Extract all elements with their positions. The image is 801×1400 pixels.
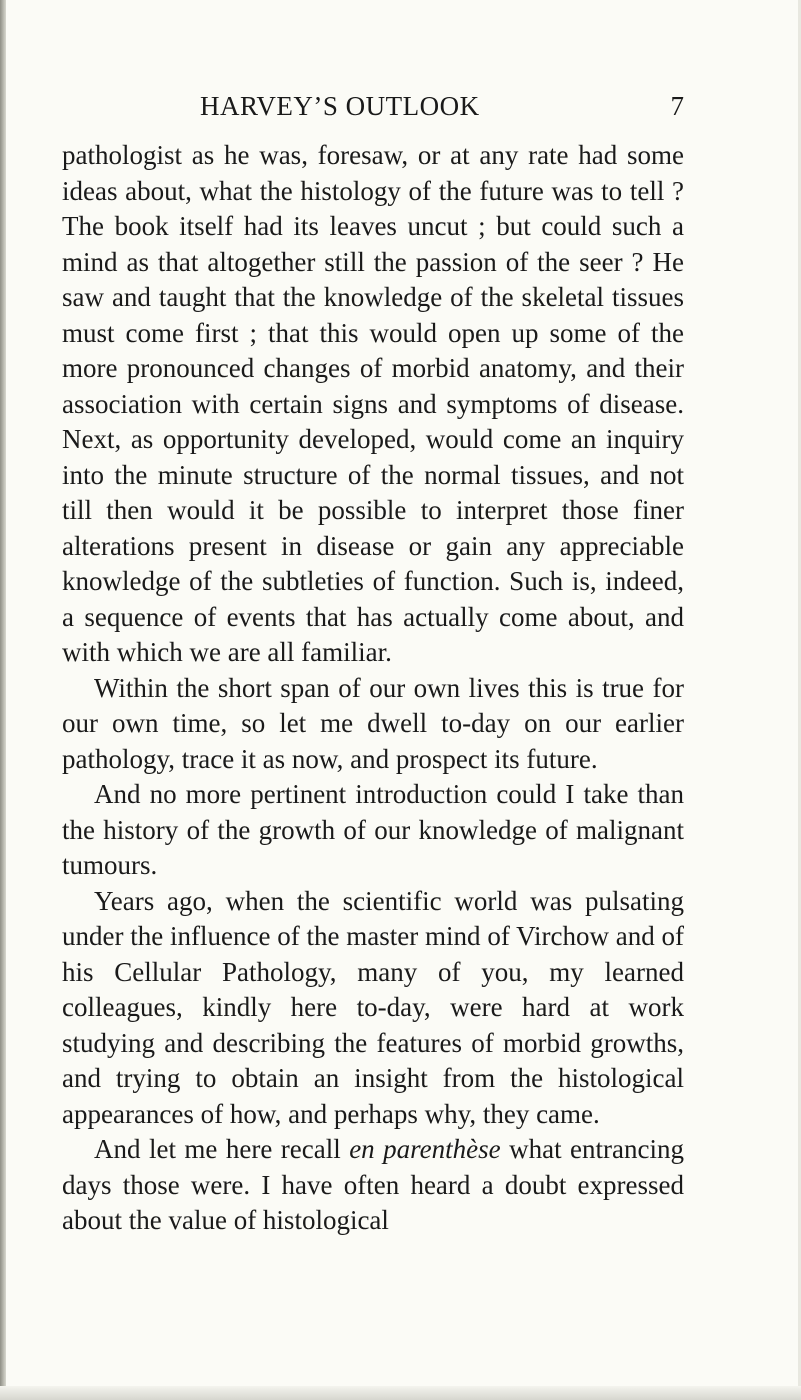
page-bottom-edge-shadow [0, 1386, 801, 1400]
paragraph-5-italic-phrase: en parenthèse [349, 1134, 501, 1164]
body-text [62, 138, 684, 1239]
running-head-title: HARVEY’S OUTLOOK [200, 91, 480, 121]
page-number: 7 [670, 91, 684, 121]
paragraph-4: Years ago, when the scientific world was pulsating under the influence of the master mind of Virchow and of his Cellular Pathology, many of you, my learned colleagues, kindly here to-day, were hard at work studying and describing the features of morbid growths, and trying to obtain an insight from the histological appearances of how, and perhaps why, they came. [62, 885, 684, 1129]
page-left-edge-shadow [0, 0, 6, 1400]
paragraph-5-before-italic: And let me here recall [94, 1134, 350, 1164]
book-page [62, 86, 684, 1239]
paragraph-3: And no more pertinent introduction could I take than the history of the growth of our knowledge of malignant tumours. [62, 779, 684, 880]
paragraph-2: Within the short span of our own lives this is true for our own time, so let me dwell to-day on our earlier pathology, trace it as now, and prospect its future. [62, 672, 684, 774]
paragraph-5-after-italic: what entrancing days those were. I have often heard a doubt expressed about the value of histological [62, 1134, 684, 1235]
paragraph-1: pathologist as he was, foresaw, or at any rate had some ideas about, what the histology of the future was to tell ? The book itself had its leaves uncut ; but could such a mind as that altogether still the passion of the seer ? He saw and taught that the knowledge of the skeletal tissues must come first ; that this would open up some of the more pronounced changes of morbid anatomy, and their association with certain signs and symptoms of disease. Next, as opportunity developed, would come an inquiry into the minute structure of the normal tissues, and not till then would it be possible to interpret those finer alterations present in disease or gain any appreciable knowledge of the subtleties of function. Such is, indeed, a sequence of events that has actually come about, and with which we are all familiar. [62, 140, 684, 667]
paragraph-5 [62, 1132, 684, 1239]
running-head [62, 86, 684, 126]
